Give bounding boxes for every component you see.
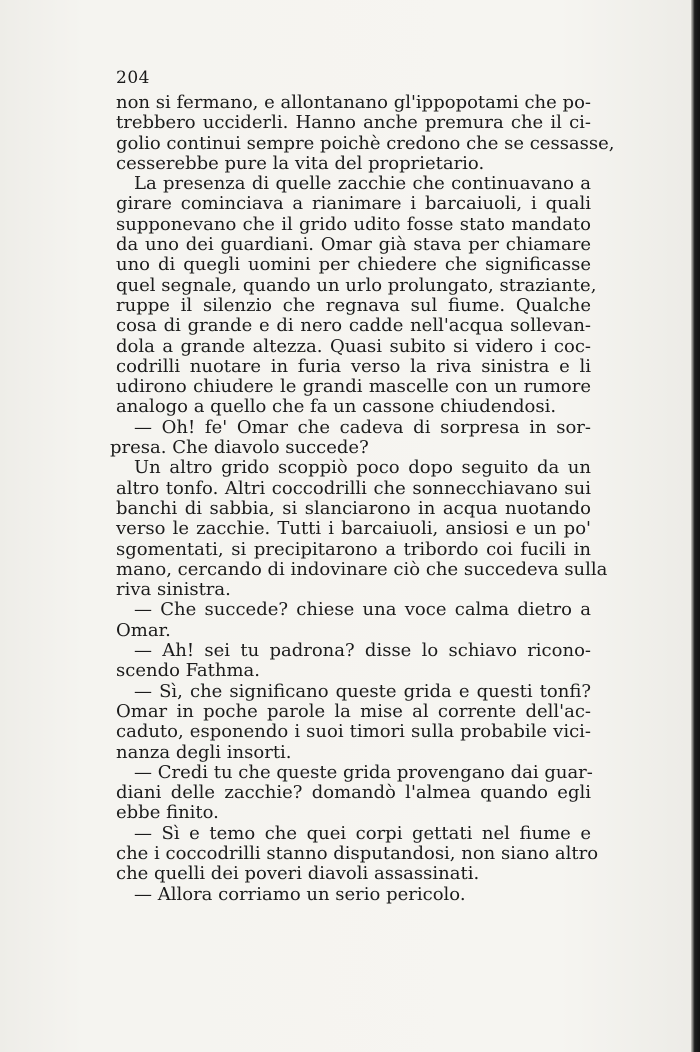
text-line: presa. Che diavolo succede? [110, 437, 369, 459]
text-line: che i coccodrilli stanno disputandosi, non siano altro [116, 842, 599, 864]
text-line: cesserebbe pure la vita del proprietario. [116, 152, 485, 174]
text-line: — Ah! sei tu padrona? disse lo schiavo ricono- [134, 640, 591, 662]
text-line: La presenza di quelle zacchie che continuavano a [134, 173, 591, 195]
text-line: altro tonfo. Altri coccodrilli che sonnecchiavano sui [116, 477, 591, 499]
text-line: dola a grande altezza. Quasi subito si videro i coc- [116, 335, 591, 357]
text-line: golio continui sempre poichè credono che se cessasse, [116, 132, 615, 154]
text-line: udirono chiudere le grandi mascelle con un rumore [116, 376, 591, 398]
text-line: analogo a quello che fa un cassone chiudendosi. [116, 396, 557, 418]
text-line: diani delle zacchie? domandò l'almea quando egli [116, 782, 591, 804]
text-line: trebbero ucciderli. Hanno anche premura che il ci- [116, 112, 591, 134]
text-line: scendo Fathma. [116, 660, 260, 682]
page-number: 204 [116, 68, 150, 88]
text-line: riva sinistra. [116, 579, 231, 601]
text-line: supponevano che il grido udito fosse stato mandato [116, 213, 591, 235]
text-line: Omar in poche parole la mise al corrente dell'ac- [116, 700, 591, 722]
text-line: — Sì e temo che quei corpi gettati nel fiume e [134, 822, 591, 844]
text-line: — Oh! fe' Omar che cadeva di sorpresa in sor- [134, 416, 591, 438]
body-text [110, 92, 615, 905]
text-line: non si fermano, e allontanano gl'ippopotami che po- [116, 92, 591, 113]
text-line: uno di quegli uomini per chiedere che significasse [116, 254, 591, 276]
text-line: — Sì, che significano queste grida e questi tonfi? [134, 680, 591, 702]
text-line: — Credi tu che queste grida provengano dai guar- [134, 761, 593, 783]
text-line: Omar. [116, 619, 171, 641]
text-line: — Allora corriamo un serio pericolo. [134, 883, 466, 905]
text-line: ruppe il silenzio che regnava sul fiume. Qualche [116, 294, 591, 316]
text-line: ebbe finito. [116, 802, 219, 824]
text-line: nanza degli insorti. [116, 741, 292, 763]
text-line: da uno dei guardiani. Omar già stava per chiamare [116, 234, 591, 256]
text-line: girare cominciava a rianimare i barcaiuoli, i quali [116, 193, 591, 215]
page-edge-shadow [691, 0, 700, 1052]
text-line: che quelli dei poveri diavoli assassinati. [116, 863, 480, 885]
text-line: sgomentati, si precipitarono a tribordo coi fucili in [116, 538, 591, 560]
text-line: caduto, esponendo i suoi timori sulla probabile vici- [116, 721, 591, 743]
text-line: cosa di grande e di nero cadde nell'acqua sollevan- [116, 315, 591, 337]
text-line: Un altro grido scoppiò poco dopo seguito da un [134, 457, 591, 479]
text-line: mano, cercando di indovinare ciò che succedeva sulla [116, 558, 608, 580]
text-line: verso le zacchie. Tutti i barcaiuoli, ansiosi e un po' [116, 518, 591, 540]
text-line: banchi di sabbia, si slanciarono in acqua nuotando [116, 497, 591, 519]
text-line: — Che succede? chiese una voce calma dietro a [134, 599, 591, 621]
text-line: quel segnale, quando un urlo prolungato, straziante, [116, 274, 597, 296]
text-line: codrilli nuotare in furia verso la riva sinistra e li [116, 355, 591, 377]
